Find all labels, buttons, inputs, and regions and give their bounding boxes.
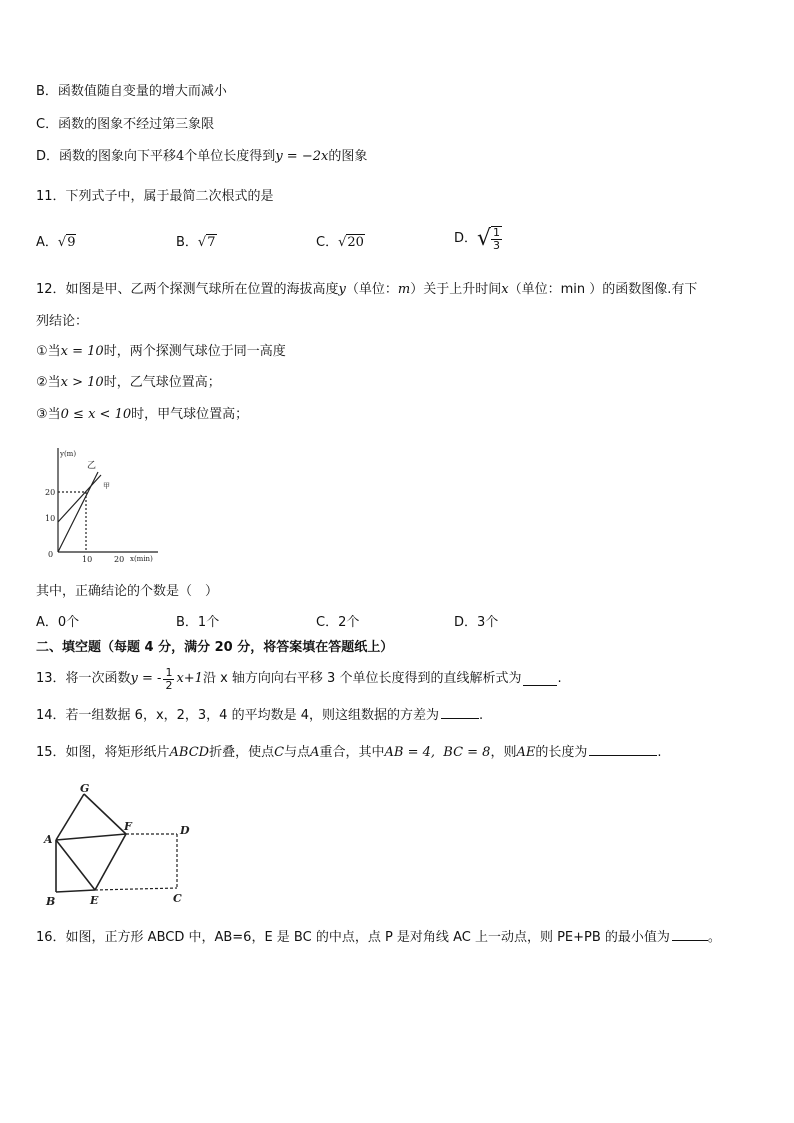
label-g: G xyxy=(80,782,90,795)
section-2-title: 二、填空题（每题 4 分，满分 20 分，将答案填在答题纸上） xyxy=(36,640,394,655)
q10-option-d: D．函数的图象向下平移4个单位长度得到y = −2x的图象 xyxy=(36,149,368,164)
q10-option-b: B．函数值随自变量的增大而减小 xyxy=(36,84,227,99)
q14: 14．若一组数据 6，x，2，3，4 的平均数是 4，则这组数据的方差为 . xyxy=(36,708,484,723)
q12-option-b: B．1个 xyxy=(176,615,220,630)
q15-answer-blank[interactable] xyxy=(589,743,657,756)
q12-conclusion-1: ①当x = 10时，两个探测气球位于同一高度 xyxy=(36,344,286,359)
q16: 16．如图，正方形 ABCD 中，AB=6，E 是 BC 的中点，点 P 是对角线 AC 上一动点，则 PE+PB 的最小值为 。 xyxy=(36,930,721,945)
q10-option-c: C．函数的图象不经过第三象限 xyxy=(36,117,215,132)
q16-answer-blank[interactable] xyxy=(672,928,708,941)
q12-stem: 12．如图是甲、乙两个探测气球所在位置的海拔高度y（单位：m）关于上升时间x（单位：min ）的函数图像.有下 xyxy=(36,282,698,297)
graph-jia-label: 甲 xyxy=(103,482,110,490)
graph-y20: 20 xyxy=(45,488,56,497)
yi-line xyxy=(58,472,98,552)
graph-yi-label: 乙 xyxy=(87,461,97,471)
q13: 13．将一次函数 y = - $\frac{1}{2}$ x+1 沿 x 轴方向向右平移 3 个单位长度得到的直线解析式为 . xyxy=(36,665,562,692)
q12-option-d: D．3个 xyxy=(454,615,499,630)
graph-ylabel: y(m) xyxy=(60,450,77,458)
label-d: D xyxy=(180,824,190,837)
label-f: F xyxy=(124,820,132,833)
q14-answer-blank[interactable] xyxy=(441,706,479,719)
q11-option-b: B．√7 xyxy=(176,235,216,250)
q11-option-c: C．√20 xyxy=(316,235,364,250)
q12-stem-cont: 列结论： xyxy=(36,314,89,329)
q12-option-c: C．2个 xyxy=(316,615,360,630)
q15: 15．如图，将矩形纸片ABCD折叠，使点C与点A重合，其中AB = 4, BC = 8，则AE的长度为 . xyxy=(36,745,662,760)
graph-xlabel: x(min) xyxy=(130,555,153,563)
q12-option-a: A．0个 xyxy=(36,615,80,630)
q11-option-d: D．√ $\frac{1}{3}$ xyxy=(454,226,501,252)
q11-option-a: A．√9 xyxy=(36,235,76,250)
graph-y10: 10 xyxy=(45,514,56,523)
graph-origin: 0 xyxy=(48,550,54,559)
graph-x20: 20 xyxy=(114,555,125,564)
label-b: B xyxy=(46,895,56,908)
q12-question: 其中，正确结论的个数是（ ） xyxy=(36,584,219,599)
q13-answer-blank[interactable] xyxy=(523,673,557,686)
label-c: C xyxy=(173,892,182,905)
jia-line xyxy=(58,475,101,522)
label-e: E xyxy=(90,894,99,907)
graph-x10: 10 xyxy=(82,555,93,564)
q12-conclusion-2: ②当x > 10时，乙气球位置高； xyxy=(36,375,221,390)
q15-folding-figure xyxy=(40,780,210,910)
q11-stem: 11．下列式子中，属于最简二次根式的是 xyxy=(36,189,274,204)
q12-conclusion-3: ③当0 ≤ x < 10时，甲气球位置高； xyxy=(36,407,249,422)
label-a: A xyxy=(44,833,53,846)
q12-balloon-graph xyxy=(36,440,166,566)
